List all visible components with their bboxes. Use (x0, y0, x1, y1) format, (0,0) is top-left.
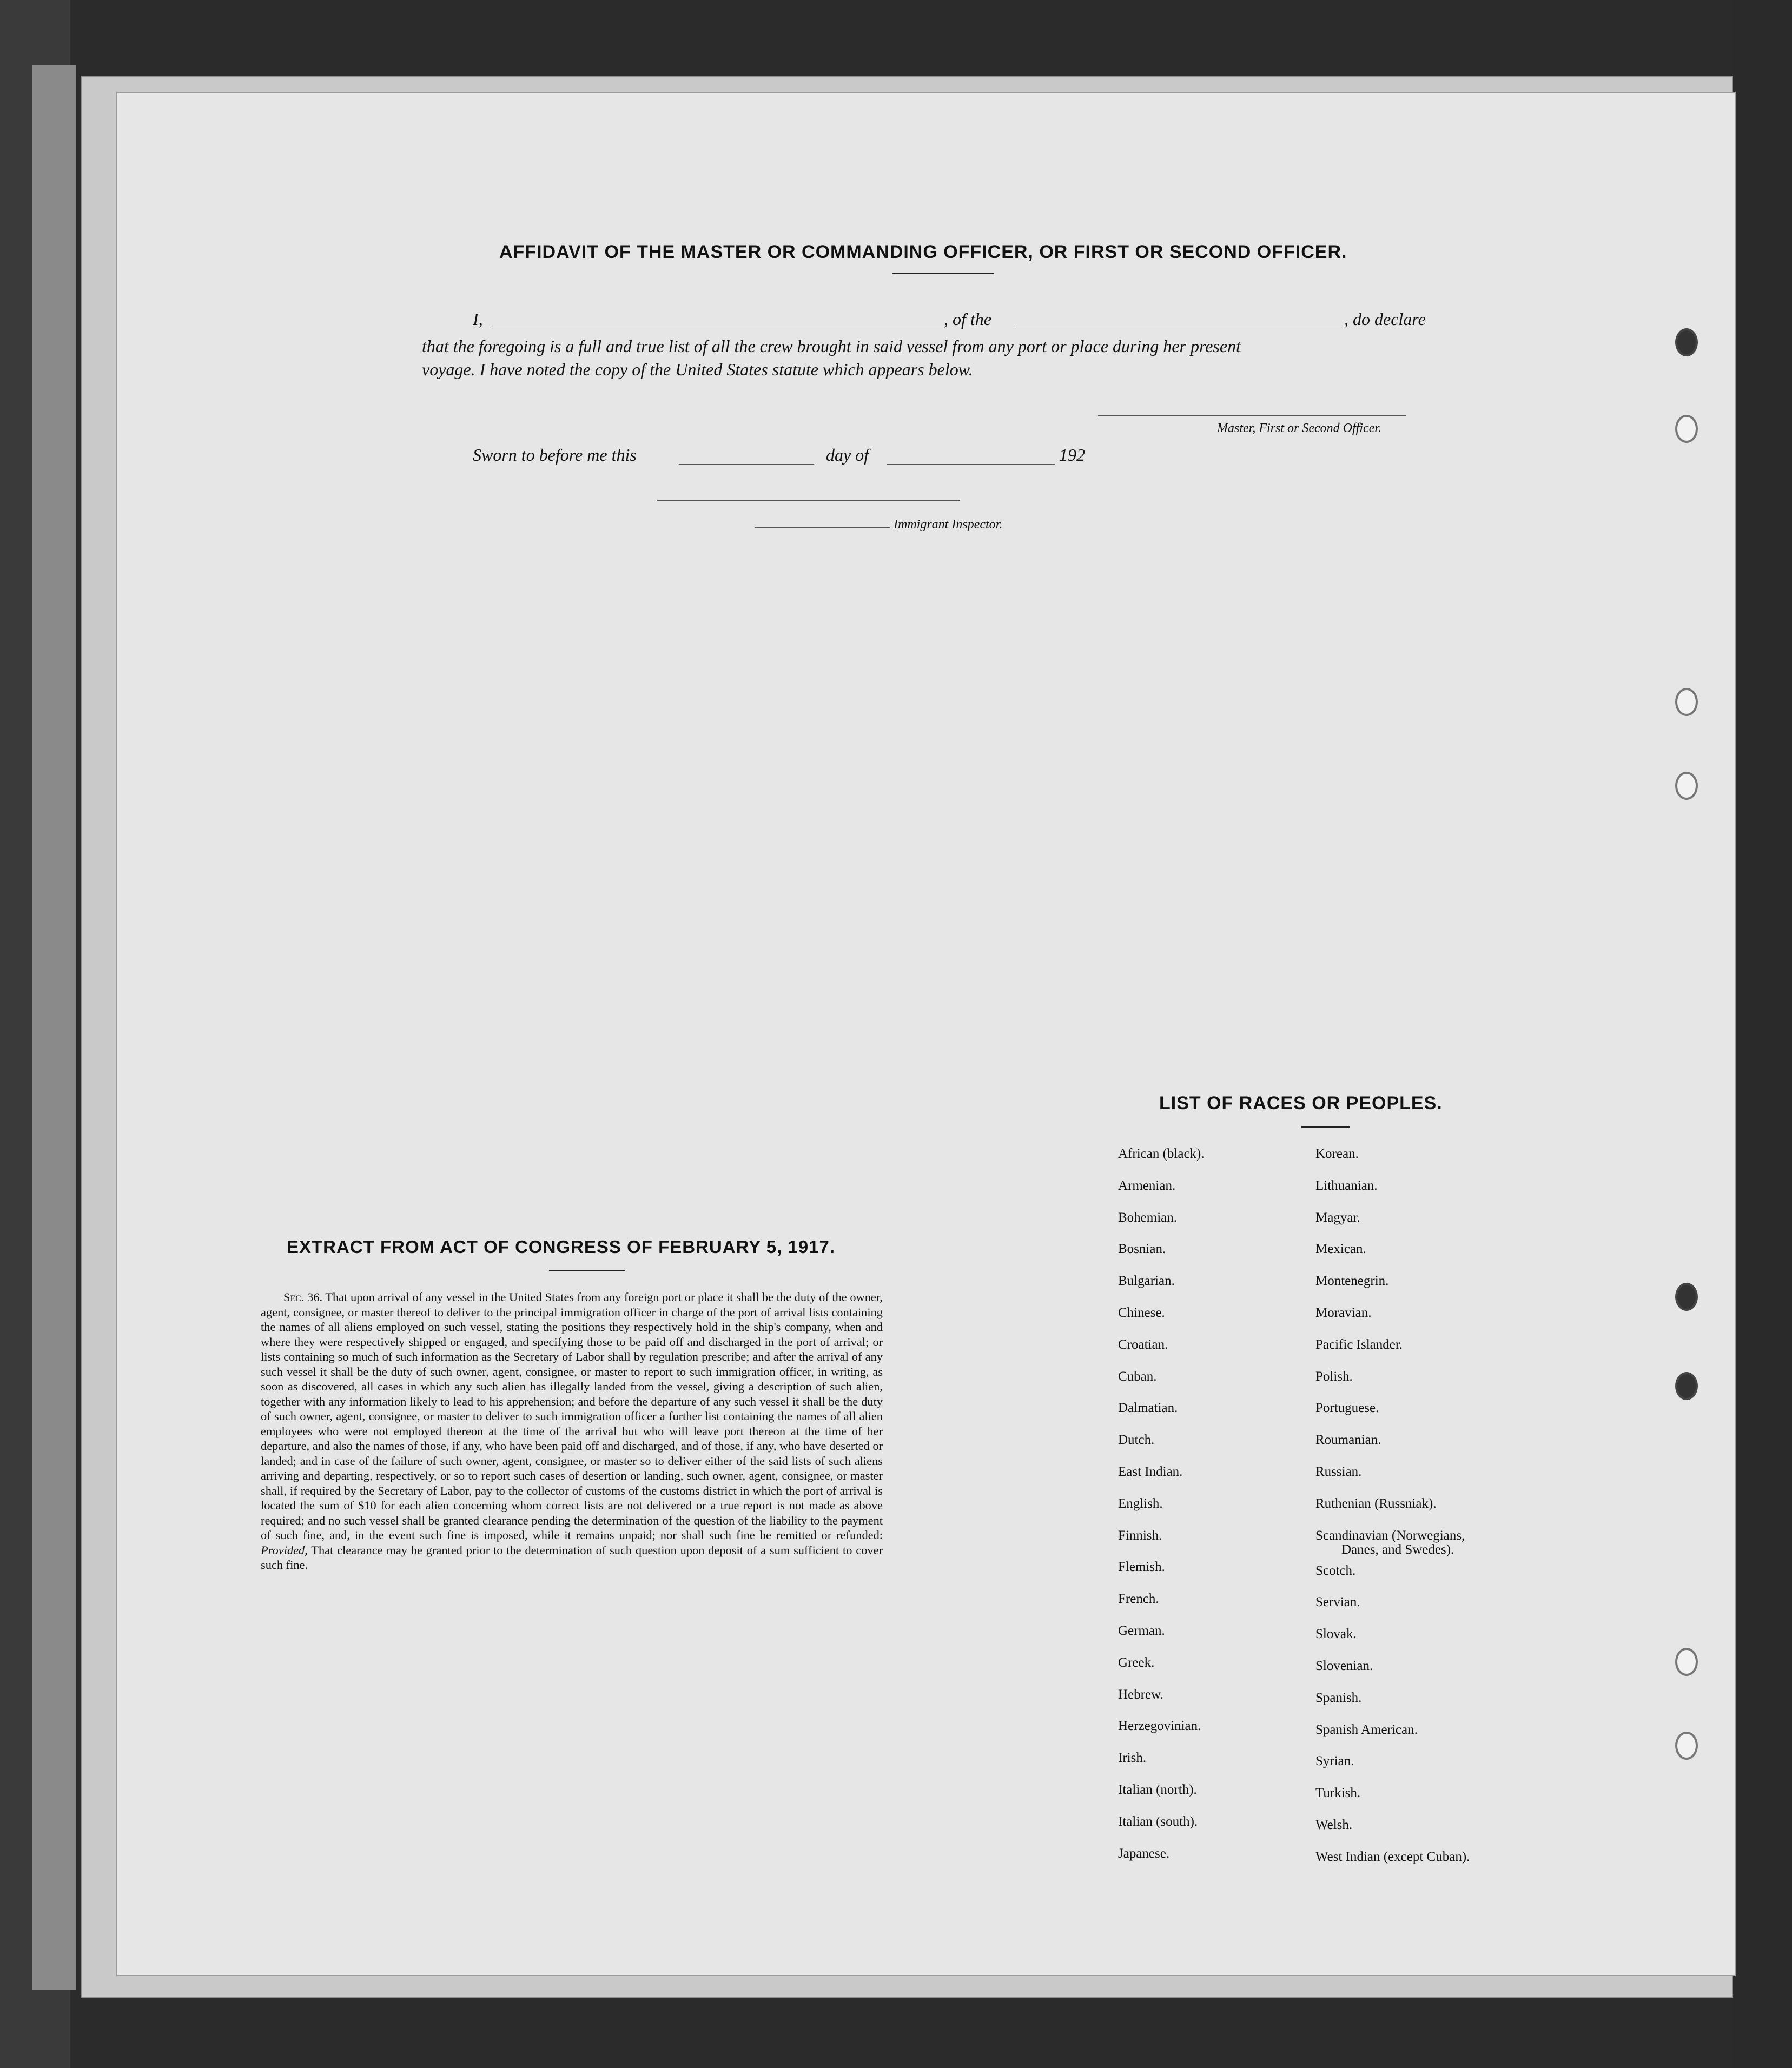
sworn-month-blank[interactable] (887, 464, 1055, 465)
race-item: Dutch. (1118, 1433, 1155, 1448)
race-item: Croatian. (1118, 1337, 1168, 1352)
race-item: Polish. (1315, 1369, 1353, 1384)
signature-blank[interactable] (1098, 415, 1406, 416)
sworn-label: Sworn to before me this (473, 445, 637, 465)
affidavit-do-declare: , do declare (1344, 309, 1426, 329)
punch-hole (1675, 772, 1698, 800)
race-item: East Indian. (1118, 1464, 1183, 1479)
race-item: Servian. (1315, 1595, 1360, 1610)
punch-hole (1675, 1648, 1698, 1676)
adjacent-page-strip (32, 65, 76, 1990)
race-item: Dalmatian. (1118, 1401, 1178, 1416)
day-of-label: day of (826, 445, 869, 465)
punch-hole (1675, 1732, 1698, 1760)
punch-hole (1675, 1283, 1698, 1311)
race-item: Japanese. (1118, 1846, 1170, 1861)
race-item: Magyar. (1315, 1210, 1360, 1225)
sworn-day-blank[interactable] (679, 464, 814, 465)
race-item: Bulgarian. (1118, 1274, 1175, 1289)
race-item-line: Scandinavian (Norwegians, (1315, 1528, 1465, 1543)
race-item: Pacific Islander. (1315, 1337, 1403, 1352)
races-title: LIST OF RACES OR PEOPLES. (1159, 1093, 1443, 1113)
race-item: Slovak. (1315, 1627, 1357, 1642)
race-item: Greek. (1118, 1655, 1155, 1670)
extract-title-rule (549, 1270, 625, 1271)
year-prefix: 192 (1059, 445, 1085, 465)
race-item: Spanish. (1315, 1690, 1362, 1705)
race-item: Flemish. (1118, 1560, 1165, 1575)
race-item: Syrian. (1315, 1754, 1354, 1769)
race-item: Korean. (1315, 1146, 1359, 1161)
section-label: Sec. 36. (283, 1290, 323, 1304)
race-item: Slovenian. (1315, 1658, 1373, 1673)
affidavit-line-2: that the foregoing is a full and true list of all the crew brought in said vessel from any port or place during her present (422, 336, 1241, 356)
title-rule (892, 273, 994, 274)
race-item: Ruthenian (Russniak). (1315, 1496, 1437, 1511)
scan-right-edge (1733, 0, 1792, 2068)
extract-title: EXTRACT FROM ACT OF CONGRESS OF FEBRUARY 5, 1917. (287, 1237, 836, 1257)
race-item: German. (1118, 1623, 1165, 1638)
race-item: English. (1118, 1496, 1163, 1511)
race-item: Bohemian. (1118, 1210, 1178, 1225)
extract-text-end: That clearance may be granted prior to the determination of such question upon deposit of a sum sufficient to cover such fine. (261, 1543, 883, 1572)
inspector-signature-blank[interactable] (657, 500, 960, 501)
race-item: Spanish American. (1315, 1722, 1418, 1737)
affidavit-line-3: voyage. I have noted the copy of the United States statute which appears below. (422, 360, 973, 379)
inspector-label: Immigrant Inspector. (894, 518, 1003, 532)
race-item: Mexican. (1315, 1242, 1366, 1257)
signature-label: Master, First or Second Officer. (1217, 421, 1381, 435)
race-item: Herzegovinian. (1118, 1719, 1201, 1734)
affidavit-title: AFFIDAVIT OF THE MASTER OR COMMANDING OFFICER, OR FIRST OR SECOND OFFICER. (499, 242, 1347, 262)
punch-hole (1675, 1372, 1698, 1400)
affidavit-i: I, (473, 309, 483, 329)
race-item: Finnish. (1118, 1528, 1162, 1543)
race-item: Turkish. (1315, 1786, 1361, 1801)
race-item: Cuban. (1118, 1369, 1157, 1384)
race-item: Russian. (1315, 1464, 1362, 1479)
extract-body (261, 1290, 883, 1573)
provided-term: Provided, (261, 1543, 308, 1557)
race-item: Chinese. (1118, 1305, 1165, 1320)
race-item: French. (1118, 1592, 1159, 1607)
race-item: Lithuanian. (1315, 1178, 1378, 1193)
punch-hole (1675, 328, 1698, 356)
race-item: Portuguese. (1315, 1401, 1379, 1416)
extract-text: That upon arrival of any vessel in the United States from any foreign port or place it shall be the duty of the owner, agent, consignee, or master thereof to deliver to the principal immigration officer in charge of the port of arrival lists containing the names of all aliens employed on such vessel, stating the positions they respectively hold in the ship's company, when and where they were respectively shipped or engaged, and specifying those to be paid off and discharged in the port of arrival; or lists containing so much of such information as the Secretary of Labor shall by regulation prescribe; and after the arrival of any such vessel it shall be the duty of such owner, agent, consignee, or master to report to such immigration officer, in writing, as soon as discovered, all cases in which any such alien has illegally landed from the vessel, giving a description of such alien, together with any information likely to lead to his apprehension; and before the departure of any such vessel it shall be the duty of such owner, agent, consignee, or master to deliver to such immigration officer a further list containing the names of all alien employees who were not employed thereon at the time of the arrival but who will leave port thereon at the time of her departure, and also the names of those, if any, who have been paid off and discharged, and of those, if any, who have deserted or landed; and in case of the failure of such owner, agent, consignee, or master so to deliver either of the said lists of such aliens arriving and departing, respectively, or so to report such cases of desertion or landing, such owner, agent, consignee, or master shall, if required by the Secretary of Labor, pay to the collector of customs of the customs district in which the port of arrival is located the sum of $10 for each alien concerning whom correct lists are not delivered or a true report is not made as above required; and no such vessel shall be granted clearance pending the determination of the question of the liability to the payment of such fine, and, in the event such fine is imposed, while it remains unpaid; nor shall such fine be remitted or refunded: (261, 1290, 883, 1542)
race-item: West Indian (except Cuban). (1315, 1849, 1470, 1864)
race-item: Moravian. (1315, 1305, 1372, 1320)
race-item-continuation: Danes, and Swedes). (1341, 1542, 1454, 1557)
affidavit-of-the: , of the (944, 309, 991, 329)
race-item: Scotch. (1315, 1563, 1356, 1578)
race-item: Montenegrin. (1315, 1274, 1389, 1289)
races-left-column (1118, 1146, 1345, 1878)
race-item: Italian (south). (1118, 1814, 1198, 1829)
race-item: Armenian. (1118, 1178, 1176, 1193)
races-right-column (1315, 1146, 1559, 1881)
race-item: Hebrew. (1118, 1687, 1163, 1702)
race-item: Italian (north). (1118, 1782, 1197, 1797)
race-item (1315, 1528, 1559, 1563)
race-item: Irish. (1118, 1751, 1147, 1766)
punch-hole (1675, 415, 1698, 443)
race-item: Bosnian. (1118, 1242, 1166, 1257)
race-item: African (black). (1118, 1146, 1205, 1161)
races-title-rule (1301, 1126, 1350, 1128)
inspector-name-blank[interactable] (755, 527, 890, 528)
punch-hole (1675, 688, 1698, 716)
race-item: Roumanian. (1315, 1433, 1381, 1448)
race-item: Welsh. (1315, 1817, 1353, 1832)
